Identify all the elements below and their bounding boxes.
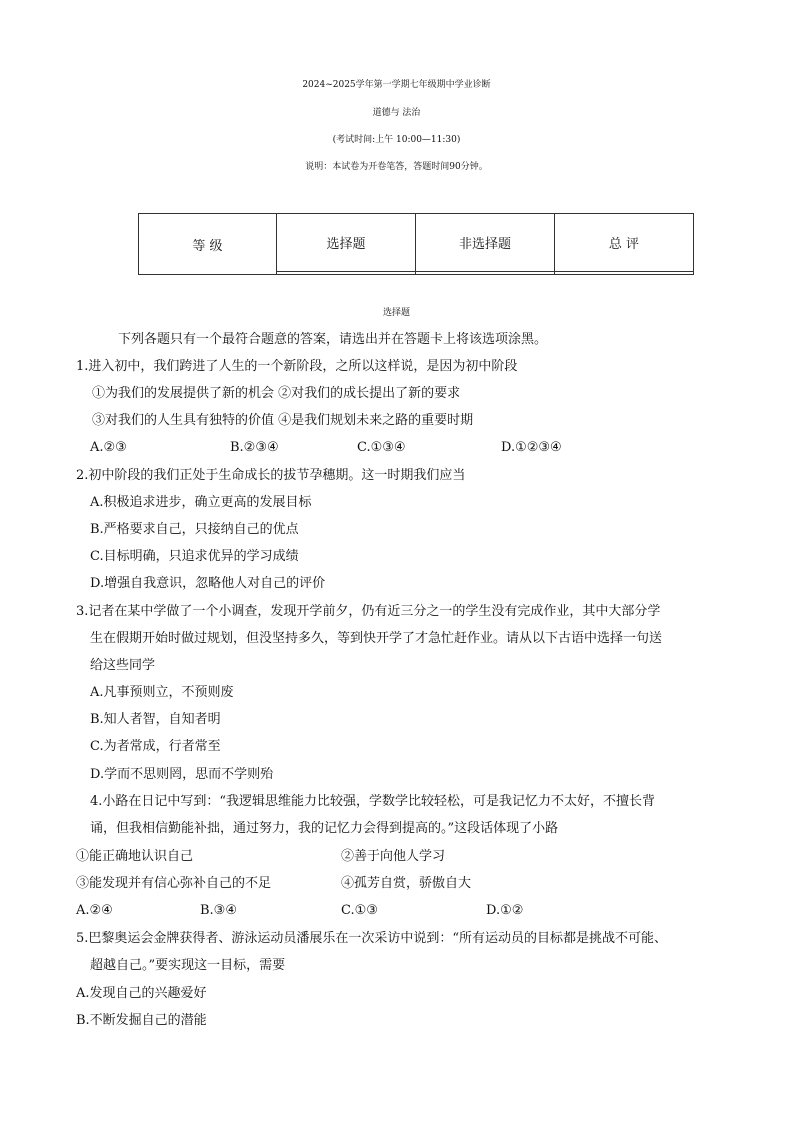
q1-option-a: A.②③ <box>90 440 127 455</box>
q4-item-3: ③能发现并有信心弥补自己的不足 <box>76 876 272 891</box>
q4-option-d: D.①② <box>486 903 524 918</box>
grade-label: 等 级 <box>139 214 277 275</box>
section-instruction: 下列各题只有一个最符合题意的答案，请选出并在答题卡上将该选项涂黑。 <box>118 332 548 347</box>
q3-stem-line3: 给这些同学 <box>90 658 156 673</box>
score-cell-total <box>555 272 694 275</box>
q5-option-b: B.不断发掘自己的潜能 <box>76 1013 207 1028</box>
q3-option-d: D.学而不思则罔，思而不学则殆 <box>90 767 274 782</box>
q3-option-a: A.凡事预则立，不预则废 <box>90 685 234 700</box>
score-cell-choice <box>277 272 416 275</box>
q3-option-b: B.知人者智，自知者明 <box>90 712 221 727</box>
section-title: 选择题 <box>382 308 410 318</box>
score-table <box>138 213 694 275</box>
score-col-nonchoice: 非选择题 <box>416 214 555 272</box>
score-col-choice: 选择题 <box>277 214 416 272</box>
q1-statement-line1: ①为我们的发展提供了新的机会 ②对我们的成长提出了新的要求 <box>92 386 461 401</box>
q1-option-d: D.①②③④ <box>501 440 562 455</box>
q4-stem-line1: 4.小路在日记中写到：“我逻辑思维能力比较强，学数学比较轻松，可是我记忆力不太好，不擅长背 <box>90 794 656 809</box>
q4-option-b: B.③④ <box>200 903 237 918</box>
q2-option-d: D.增强自我意识，忽略他人对自己的评价 <box>90 576 326 591</box>
q1-option-b: B.②③④ <box>230 440 279 455</box>
q3-option-c: C.为者常成，行者常至 <box>90 739 221 754</box>
q3-stem-line1: 3.记者在某中学做了一个小调查，发现开学前夕，仍有近三分之一的学生没有完成作业，其中大部分学 <box>76 604 661 619</box>
q4-item-1: ①能正确地认识自己 <box>76 849 194 864</box>
q2-stem: 2.初中阶段的我们正处于生命成长的拔节孕穗期。这一时期我们应当 <box>76 468 466 483</box>
q4-item-2: ②善于向他人学习 <box>341 849 446 864</box>
q1-statement-line2: ③对我们的人生具有独特的价值 ④是我们规划未来之路的重要时期 <box>92 413 474 428</box>
subject-title: 道德与 法治 <box>372 108 421 118</box>
q5-stem-line2: 超越自己。”要实现这一目标，需要 <box>90 958 286 973</box>
q1-option-c: C.①③④ <box>357 440 406 455</box>
exam-time: (考试时间:上午 10:00—11:30) <box>332 135 461 145</box>
q4-item-4: ④孤芳自赏，骄傲自大 <box>341 876 472 891</box>
q5-stem-line1: 5.巴黎奥运会金牌获得者、游泳运动员潘展乐在一次采访中说到：“所有运动员的目标都是挑战不可能、 <box>76 931 668 946</box>
score-cell-nonchoice <box>416 272 555 275</box>
score-col-total: 总 评 <box>555 214 694 272</box>
q2-option-b: B.严格要求自己，只接纳自己的优点 <box>90 522 299 537</box>
exam-title: 2024~2025学年第一学期七年级期中学业诊断 <box>302 80 491 90</box>
q4-option-c: C.①③ <box>341 903 378 918</box>
q2-option-c: C.目标明确，只追求优异的学习成绩 <box>90 549 299 564</box>
q1-stem: 1.进入初中，我们跨进了人生的一个新阶段，之所以这样说，是因为初中阶段 <box>76 359 518 374</box>
q2-option-a: A.积极追求进步，确立更高的发展目标 <box>90 495 312 510</box>
q3-stem-line2: 生在假期开始时做过规划，但没坚持多久，等到快开学了才急忙赶作业。请从以下古语中选择一句送 <box>90 631 663 646</box>
q4-stem-line2: 诵，但我相信勤能补拙，通过努力，我的记忆力会得到提高的。”这段话体现了小路 <box>90 821 559 836</box>
q5-option-a: A.发现自己的兴趣爱好 <box>76 986 207 1001</box>
q4-option-a: A.②④ <box>76 903 113 918</box>
exam-note: 说明：本试卷为开卷笔答，答题时间90分钟。 <box>305 162 488 172</box>
